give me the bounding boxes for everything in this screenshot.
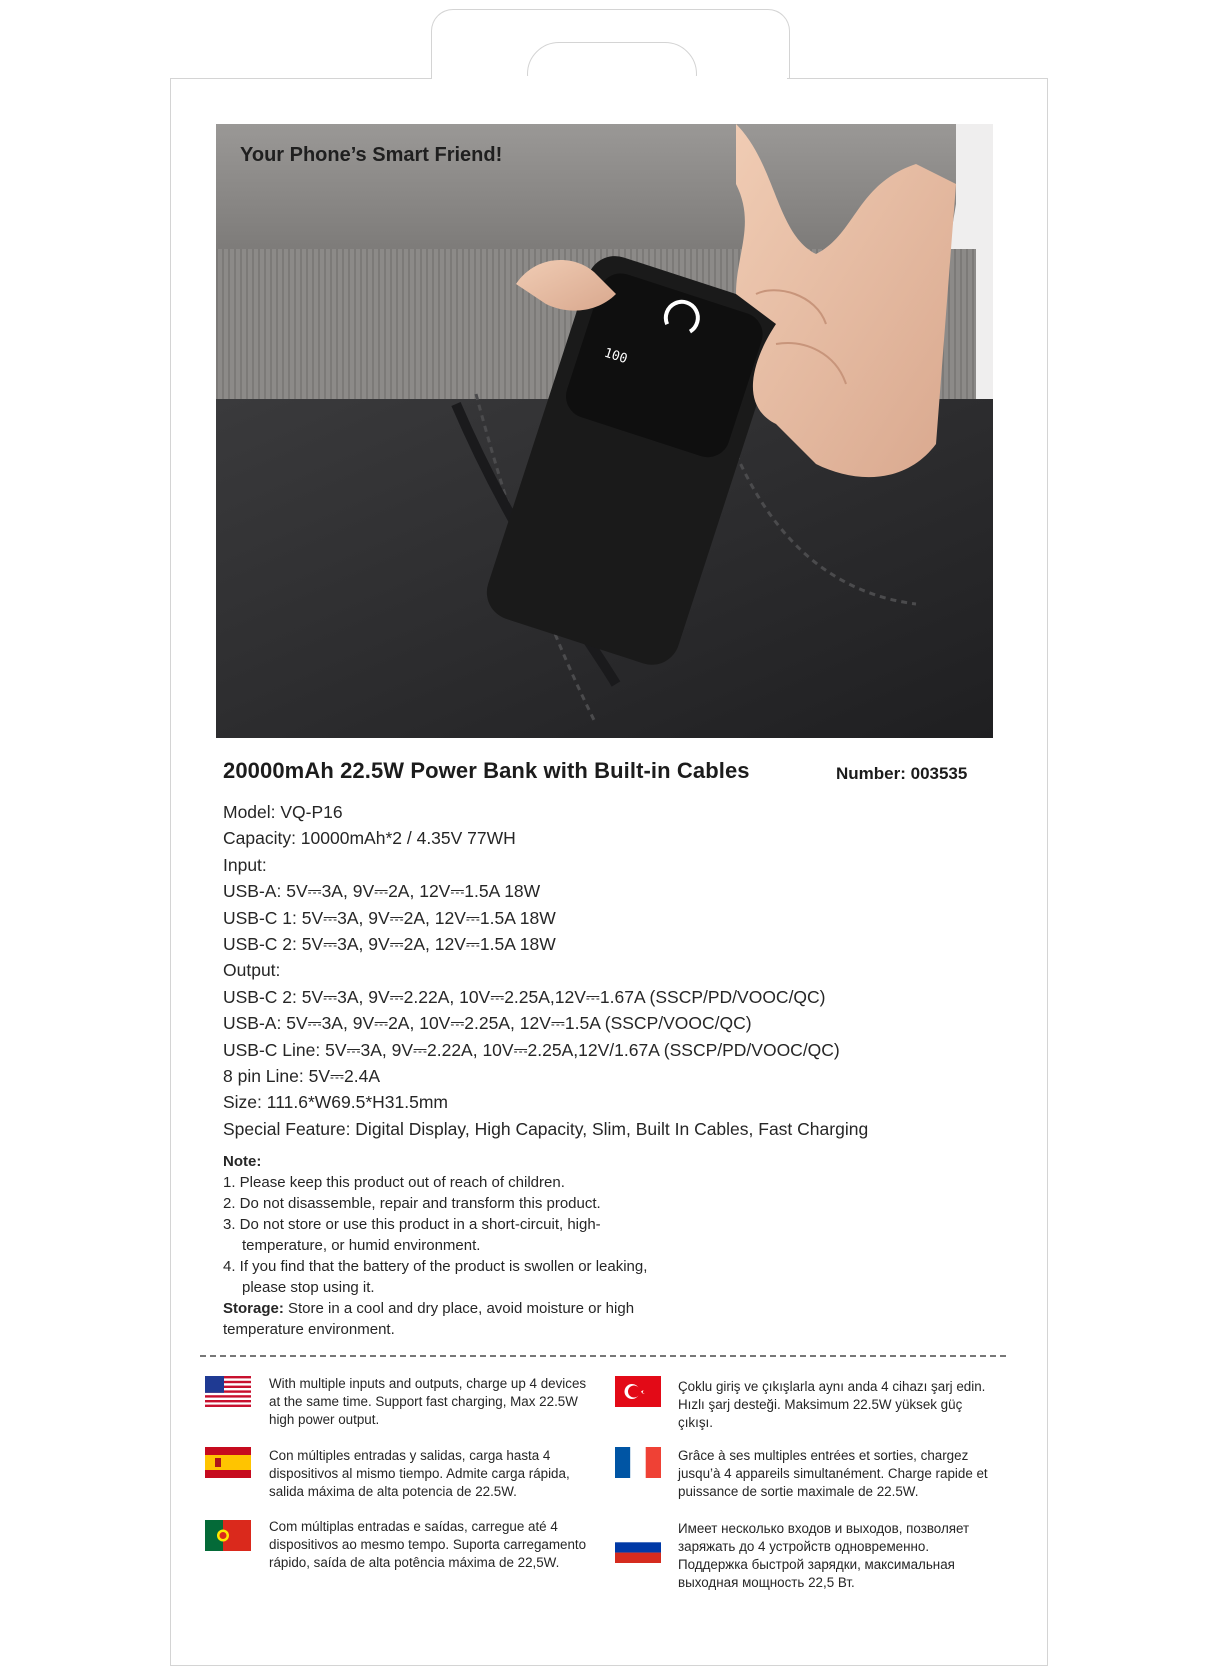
pocket-illustration xyxy=(216,124,993,738)
spec-line: Size: 111.6*W69.5*H31.5mm xyxy=(223,1092,449,1113)
spec-line: Special Feature: Digital Display, High Capacity, Slim, Built In Cables, Fast Charging xyxy=(223,1118,869,1139)
spec-line: USB-A: 5V⎓3A, 9V⎓2A, 10V⎓2.25A, 12V⎓1.5A (SSCP/VOOC/QC) xyxy=(223,1013,752,1034)
lang-text-spanish: Con múltiples entradas y salidas, carga hasta 4 dispositivos al mismo tiempo. Admite carga rápida, salida máxima de alta potencia de 22.5W. xyxy=(269,1448,570,1499)
spec-line: USB-C 2: 5V⎓3A, 9V⎓2A, 12V⎓1.5A 18W xyxy=(223,934,556,955)
product-title: 20000mAh 22.5W Power Bank with Built-in Cables xyxy=(223,758,750,783)
lang-text-french: Grâce à ses multiples entrées et sorties, chargez jusqu’à 4 appareils simultanément. Charge rapide et puissance de sortie maximale de 22.5W. xyxy=(678,1448,988,1499)
notes-section xyxy=(223,1151,653,1340)
note-item: 3. Do not store or use this product in a short-circuit, high-temperature, or humid environment. xyxy=(223,1216,601,1254)
note-heading: Note: xyxy=(223,1153,262,1170)
storage-label: Storage: xyxy=(223,1300,284,1317)
spain-flag-icon xyxy=(205,1447,251,1478)
note-item: 1. Please keep this product out of reach of children. xyxy=(223,1174,565,1191)
spec-line: USB-C 1: 5V⎓3A, 9V⎓2A, 12V⎓1.5A 18W xyxy=(223,907,556,928)
storage-text: Store in a cool and dry place, avoid moisture or high temperature environment. xyxy=(223,1300,635,1338)
device-display-readout: 100 xyxy=(602,345,630,368)
spec-line: Model: VQ-P16 xyxy=(223,802,343,822)
product-photo xyxy=(216,124,993,738)
us-flag-icon xyxy=(205,1376,251,1407)
spec-line: Capacity: 10000mAh*2 / 4.35V 77WH xyxy=(223,828,516,849)
turkey-flag-icon xyxy=(615,1376,661,1407)
note-item: 2. Do not disassemble, repair and transform this product. xyxy=(223,1195,601,1212)
product-number: Number: 003535 xyxy=(836,764,968,783)
spec-line: Output: xyxy=(223,960,281,981)
note-item: 4. If you find that the battery of the product is swollen or leaking, please stop using it. xyxy=(223,1258,648,1296)
dashed-divider xyxy=(200,1355,1006,1357)
spec-line: 8 pin Line: 5V⎓2.4A xyxy=(223,1066,380,1087)
spec-line: USB-C Line: 5V⎓3A, 9V⎓2.22A, 10V⎓2.25A,12V/1.67A (SSCP/PD/VOOC/QC) xyxy=(223,1039,840,1060)
spec-line: USB-C 2: 5V⎓3A, 9V⎓2.22A, 10V⎓2.25A,12V⎓1.67A (SSCP/PD/VOOC/QC) xyxy=(223,986,826,1007)
portugal-flag-icon xyxy=(205,1520,251,1551)
tagline: Your Phone’s Smart Friend! xyxy=(240,144,503,166)
spec-line: Input: xyxy=(223,854,267,875)
lang-text-english: With multiple inputs and outputs, charge up 4 devices at the same time. Support fast charging, Max 22.5W high power output. xyxy=(269,1376,587,1427)
spec-line: USB-A: 5V⎓3A, 9V⎓2A, 12V⎓1.5A 18W xyxy=(223,881,541,902)
lang-text-russian: Имеет несколько входов и выходов, позволяет заряжать до 4 устройств одновременно. Поддержка быстрой зарядки, максимальная выходная мощность 22,5 Вт. xyxy=(678,1521,970,1590)
russia-flag-icon xyxy=(615,1532,661,1563)
france-flag-icon xyxy=(615,1447,661,1478)
storage-note xyxy=(223,1298,653,1340)
lang-text-turkish: Çoklu giriş ve çıkışlarla aynı anda 4 cihazı şarj edin. Hızlı şarj desteği. Maksimum 22.5W yüksek güç çıkışı. xyxy=(678,1379,986,1430)
lang-text-portuguese: Com múltiplas entradas e saídas, carregue até 4 dispositivos ao mesmo tempo. Suporta carregamento rápido, saída de alta potência máxima de 22,5W. xyxy=(269,1519,587,1570)
spec-list xyxy=(223,799,1023,1142)
